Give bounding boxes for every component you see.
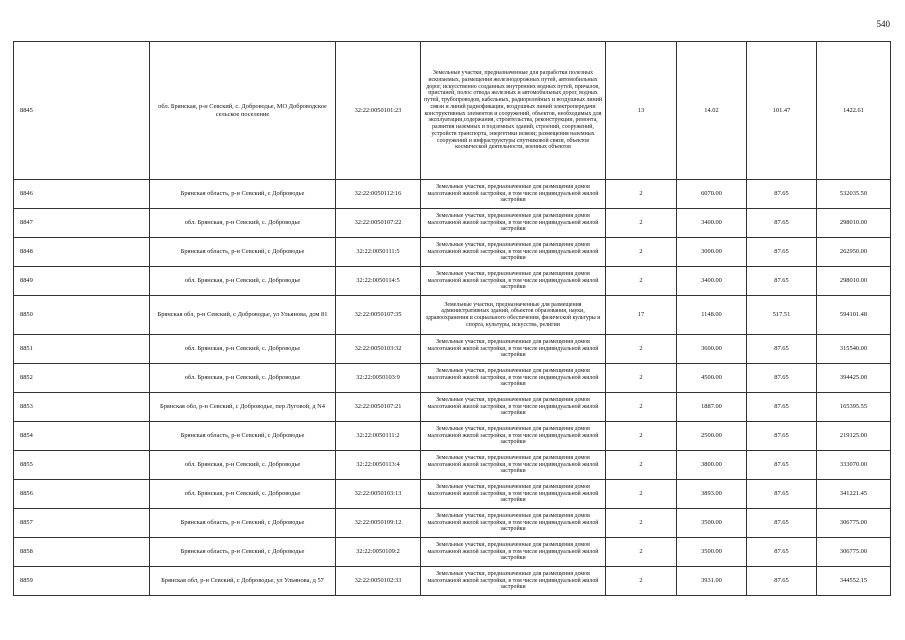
row-number-cell: 8856 [14,480,150,509]
address-cell: Брянская область, р-н Севский, с Доброводье [150,238,336,267]
address-cell: обл. Брянская, р-н Севский, с. Доброводье [150,480,336,509]
land-use-purpose-cell: Земельные участки, предназначенные для размещения домов малоэтажной жилой застройки, в том числе индивидуальной жилой застройки [421,451,606,480]
cadastral-value-cell: 1422.61 [817,42,891,180]
land-use-purpose-cell: Земельные участки, предназначенные для размещения домов малоэтажной жилой застройки, в том числе индивидуальной жилой застройки [421,238,606,267]
table-body [14,42,891,596]
row-number-cell: 8853 [14,393,150,422]
area-cell: 1887.00 [677,393,747,422]
use-code-cell: 2 [606,393,677,422]
row-number-cell: 8854 [14,422,150,451]
area-cell: 3931.00 [677,567,747,596]
row-number-cell: 8845 [14,42,150,180]
address-cell: Брянская область, р-н Севский, с Доброводье [150,509,336,538]
land-use-purpose-cell: Земельные участки, предназначенные для разработки полезных ископаемых, размещения железнодорожных путей, автомобильных дорог, искусственно созданных внутренних водных путей, причалов, пристаней, полос отвода железных и автомобильных дорог, водных путей, трубопроводов, кабельных, радиорелейных и воздушных линий связи и линий радиофикации, воздушных линий электропередачи конструктивных элементов и сооружений, объектов, необходимых для эксплуатации,содержания, строительства, реконструкции, ремонта, развития наземных и подземных зданий, строений, сооружений, устройств транспорта, энергетики исвязи; размещения наземных сооружений и инфраструктуры спутниковой связи, объектов космической деятельности, военных объектов [421,42,606,180]
specific-value-cell: 101.47 [747,42,817,180]
use-code-cell: 2 [606,364,677,393]
cadastral-value-cell: 298010.00 [817,267,891,296]
row-number-cell: 8857 [14,509,150,538]
address-cell: обл. Брянская, р-н Севский, с. Доброводье [150,267,336,296]
cadastral-number-cell: 32:22:0050103:13 [336,480,421,509]
land-use-purpose-cell: Земельные участки, предназначенные для размещения домов малоэтажной жилой застройки, в том числе индивидуальной жилой застройки [421,364,606,393]
land-use-purpose-cell: Земельные участки, предназначенные для размещения домов малоэтажной жилой застройки, в том числе индивидуальной жилой застройки [421,393,606,422]
area-cell: 3500.00 [677,538,747,567]
land-use-purpose-cell: Земельные участки, предназначенные для размещения домов малоэтажной жилой застройки, в том числе индивидуальной жилой застройки [421,480,606,509]
use-code-cell: 2 [606,180,677,209]
land-use-purpose-cell: Земельные участки, предназначенные для размещения домов малоэтажной жилой застройки, в том числе индивидуальной жилой застройки [421,335,606,364]
specific-value-cell: 87.65 [747,393,817,422]
address-cell: Брянская область, р-н Севский, с Доброводье [150,422,336,451]
area-cell: 3500.00 [677,509,747,538]
row-number-cell: 8847 [14,209,150,238]
table-row [14,180,891,209]
row-number-cell: 8846 [14,180,150,209]
cadastral-value-cell: 262950.00 [817,238,891,267]
address-cell: обл. Брянская, р-н Севский, с. Доброводье, МО Доброводское сельское поселение [150,42,336,180]
land-use-purpose-cell: Земельные участки, предназначенные для размещения домов малоэтажной жилой застройки, в том числе индивидуальной жилой застройки [421,180,606,209]
row-number-cell: 8852 [14,364,150,393]
cadastral-value-cell: 341221.45 [817,480,891,509]
cadastral-number-cell: 32:22:0050101:23 [336,42,421,180]
use-code-cell: 2 [606,422,677,451]
cadastral-number-cell: 32:22:0050103:32 [336,335,421,364]
area-cell: 14.02 [677,42,747,180]
specific-value-cell: 87.65 [747,422,817,451]
area-cell: 2500.00 [677,422,747,451]
cadastral-number-cell: 32:22:0050103:9 [336,364,421,393]
address-cell: Брянская область, р-н Севский, с Доброводье [150,538,336,567]
use-code-cell: 2 [606,538,677,567]
address-cell: обл. Брянская, р-н Севский, с. Доброводье [150,364,336,393]
table-row [14,393,891,422]
area-cell: 1148.00 [677,296,747,335]
use-code-cell: 2 [606,238,677,267]
row-number-cell: 8858 [14,538,150,567]
cadastral-number-cell: 32:22:0050111:5 [336,238,421,267]
area-cell: 3400.00 [677,267,747,296]
cadastral-table [13,41,891,596]
land-use-purpose-cell: Земельные участки, предназначенные для размещения домов малоэтажной жилой застройки, в том числе индивидуальной жилой застройки [421,209,606,238]
table-row [14,422,891,451]
cadastral-number-cell: 32:22:0050109:2 [336,538,421,567]
cadastral-value-cell: 394425.00 [817,364,891,393]
address-cell: Брянская обл, р-н Севский, с Доброводье, ул Ульянова, д 57 [150,567,336,596]
specific-value-cell: 87.65 [747,209,817,238]
cadastral-number-cell: 32:22:0050109:12 [336,509,421,538]
use-code-cell: 2 [606,451,677,480]
cadastral-number-cell: 32:22:0050112:16 [336,180,421,209]
area-cell: 3800.00 [677,451,747,480]
use-code-cell: 2 [606,509,677,538]
area-cell: 3000.00 [677,238,747,267]
specific-value-cell: 87.65 [747,509,817,538]
specific-value-cell: 87.65 [747,538,817,567]
cadastral-value-cell: 532035.50 [817,180,891,209]
address-cell: обл. Брянская, р-н Севский, с. Доброводье [150,451,336,480]
page-number: 540 [876,19,890,29]
cadastral-number-cell: 32:22:0050111:2 [336,422,421,451]
specific-value-cell: 87.65 [747,238,817,267]
cadastral-number-cell: 32:22:0050107:35 [336,296,421,335]
area-cell: 3400.00 [677,209,747,238]
table-row [14,538,891,567]
address-cell: Брянская обл, р-н Севский, с Доброводье, пер Луговой, д N4 [150,393,336,422]
use-code-cell: 2 [606,335,677,364]
use-code-cell: 2 [606,209,677,238]
land-use-purpose-cell: Земельные участки, предназначенные для размещения домов малоэтажной жилой застройки, в том числе индивидуальной жилой застройки [421,267,606,296]
area-cell: 6070.00 [677,180,747,209]
table-row [14,267,891,296]
land-use-purpose-cell: Земельные участки, предназначенные для размещения домов малоэтажной жилой застройки, в том числе индивидуальной жилой застройки [421,509,606,538]
table-row [14,364,891,393]
cadastral-number-cell: 32:22:0050113:4 [336,451,421,480]
land-use-purpose-cell: Земельные участки, предназначенные для размещения административных зданий, объектов образования, науки, здравоохранения и социального обеспечения, физической культуры и спорта, культуры, искусства, религии [421,296,606,335]
specific-value-cell: 87.65 [747,567,817,596]
cadastral-value-cell: 333070.00 [817,451,891,480]
land-use-purpose-cell: Земельные участки, предназначенные для размещения домов малоэтажной жилой застройки, в том числе индивидуальной жилой застройки [421,538,606,567]
use-code-cell: 2 [606,267,677,296]
table-row [14,296,891,335]
row-number-cell: 8848 [14,238,150,267]
cadastral-value-cell: 315540.00 [817,335,891,364]
use-code-cell: 2 [606,480,677,509]
cadastral-number-cell: 32:22:0050107:21 [336,393,421,422]
table-row [14,42,891,180]
address-cell: обл. Брянская, р-н Севский, с. Доброводье [150,335,336,364]
specific-value-cell: 87.65 [747,335,817,364]
area-cell: 3600.00 [677,335,747,364]
cadastral-value-cell: 298010.00 [817,209,891,238]
cadastral-value-cell: 594101.48 [817,296,891,335]
table-row [14,335,891,364]
table-row [14,238,891,267]
specific-value-cell: 87.65 [747,480,817,509]
cadastral-value-cell: 306775.00 [817,538,891,567]
row-number-cell: 8851 [14,335,150,364]
cadastral-number-cell: 32:22:0050114:5 [336,267,421,296]
cadastral-value-cell: 306775.00 [817,509,891,538]
table-row [14,209,891,238]
use-code-cell: 13 [606,42,677,180]
land-use-purpose-cell: Земельные участки, предназначенные для размещения домов малоэтажной жилой застройки, в том числе индивидуальной жилой застройки [421,422,606,451]
area-cell: 4500.00 [677,364,747,393]
table-row [14,509,891,538]
cadastral-value-cell: 165395.55 [817,393,891,422]
use-code-cell: 17 [606,296,677,335]
row-number-cell: 8849 [14,267,150,296]
cadastral-value-cell: 344552.15 [817,567,891,596]
specific-value-cell: 87.65 [747,451,817,480]
specific-value-cell: 87.65 [747,267,817,296]
use-code-cell: 2 [606,567,677,596]
address-cell: Брянская обл, р-н Севский, с Доброводье, ул Ульянова, дом 81 [150,296,336,335]
land-use-purpose-cell: Земельные участки, предназначенные для размещения домов малоэтажной жилой застройки, в том числе индивидуальной жилой застройки [421,567,606,596]
row-number-cell: 8859 [14,567,150,596]
cadastral-value-cell: 219125.00 [817,422,891,451]
specific-value-cell: 87.65 [747,180,817,209]
address-cell: обл. Брянская, р-н Севский, с. Доброводье [150,209,336,238]
table-row [14,567,891,596]
specific-value-cell: 87.65 [747,364,817,393]
specific-value-cell: 517.51 [747,296,817,335]
area-cell: 3893.00 [677,480,747,509]
address-cell: Брянская область, р-н Севский, с Доброводье [150,180,336,209]
row-number-cell: 8850 [14,296,150,335]
cadastral-number-cell: 32:22:0050107:22 [336,209,421,238]
table-row [14,480,891,509]
table-row [14,451,891,480]
row-number-cell: 8855 [14,451,150,480]
cadastral-number-cell: 32:22:0050102:33 [336,567,421,596]
